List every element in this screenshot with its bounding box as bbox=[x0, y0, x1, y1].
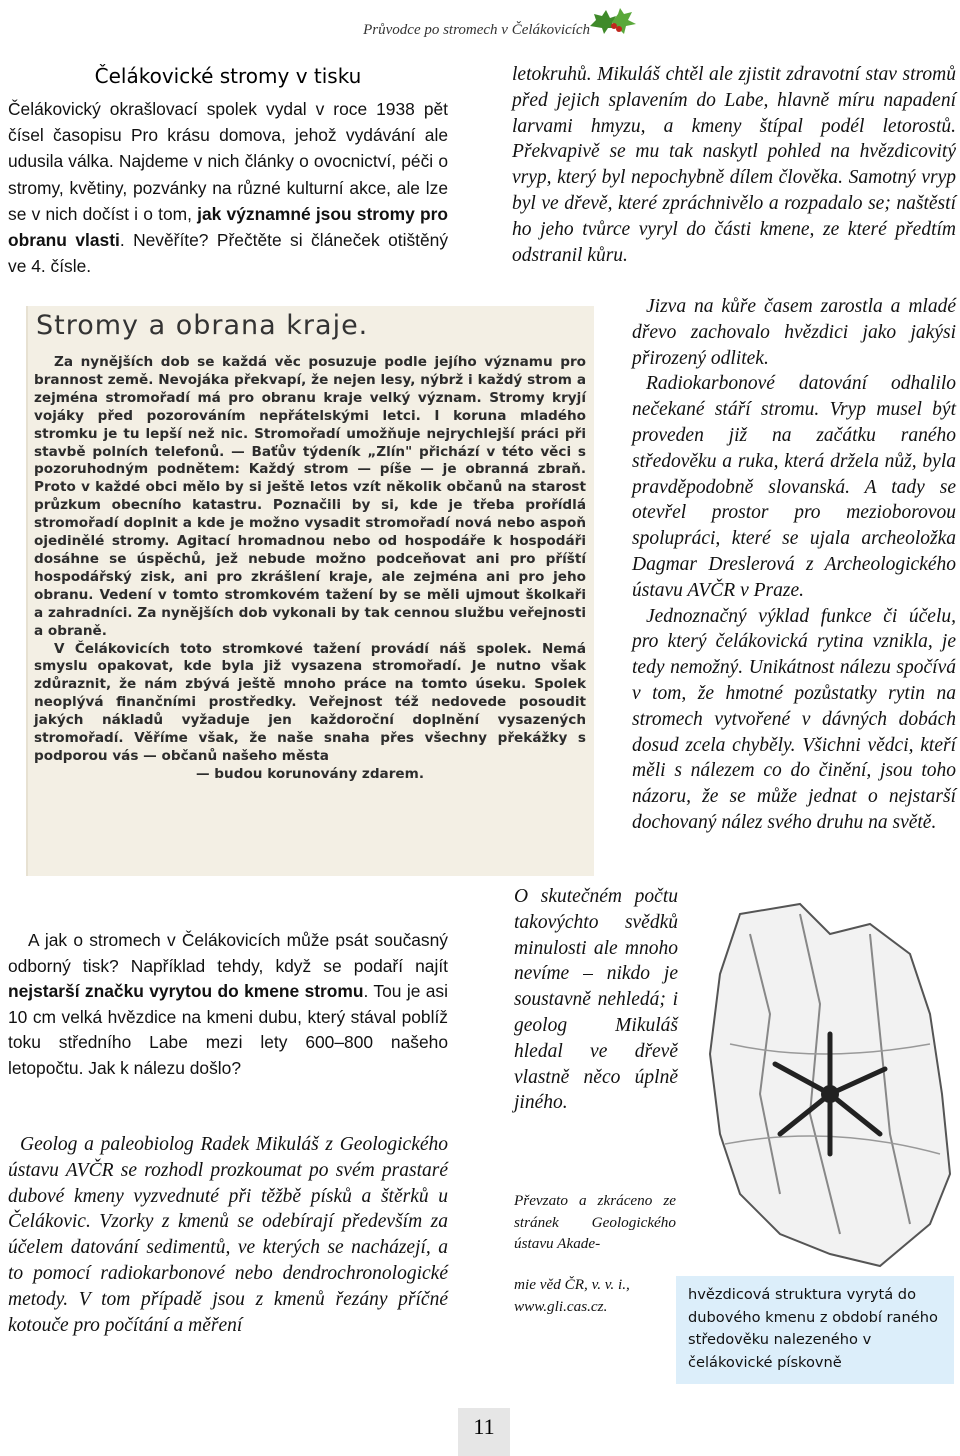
clipping-title: Stromy a obrana kraje. bbox=[36, 310, 369, 341]
intro-paragraph bbox=[8, 96, 448, 279]
section-heading: Čelákovické stromy v tisku bbox=[94, 64, 362, 88]
clipping-closing: — budou korunovány zdarem. bbox=[195, 765, 424, 782]
italic-paragraph-right-mid bbox=[632, 294, 956, 836]
carved-star-photo bbox=[680, 894, 958, 1274]
newspaper-clipping bbox=[26, 306, 594, 876]
clipping-body bbox=[34, 354, 586, 784]
holly-leaf-icon bbox=[586, 4, 638, 40]
body-paragraph bbox=[8, 928, 448, 1082]
body-bold: nejstarší značku vyrytou do kmene stromu bbox=[8, 981, 364, 1002]
running-header: Průvodce po stromech v Čelákovicích bbox=[363, 22, 590, 38]
source-note-continued: mie věd ČR, v. v. i., www.gli.cas.cz. bbox=[514, 1276, 630, 1315]
photo-caption: hvězdicová struktura vyrytá do dubového kmenu z období raného středověku nalezeného v čelákovické pískovně bbox=[676, 1276, 954, 1384]
italic-paragraph-right-low: O skutečném počtu takovýchto svědků minulosti ale mnoho nevíme – nikdo je soustavně nehledá; i geolog Mikuláš hledal ve dřevě vlastně něco úplně jiného. bbox=[514, 886, 678, 1114]
body-text-2: . Tou je asi 10 cm velká hvězdice na kmeni dubu, který stával poblíž toku středního Labe mezi lety 600–800 našeho letopočtu. Jak k nálezu došlo? bbox=[8, 981, 448, 1078]
italic-text-left: Geolog a paleobiolog Radek Mikuláš z Geologického ústavu AVČR se rozhodl prozkoumat po svém prastaré dubové kmeny vyzvednuté při těžbě písků a štěrků u Čelákovic. Vzorky z kmenů se odebírají především za účelem datování sedimentů, ve kterých se nacházejí, a to pomocí radiokarbonové nebo dendrochronologické metody. V tom případě jsou z kmenů řezány příčné kotouče pro počítání a měření bbox=[8, 1134, 448, 1336]
source-note: Převzato a zkráceno ze stránek Geologického ústavu Akade- bbox=[514, 1192, 676, 1252]
clipping-paragraph: Za nynějších dob se každá věc posuzuje podle jejího významu pro brannost země. Nevojáka překvapí, že nejen lesy, nýbrž i každý strom a zejména stromořadí má pro obranu kraje velký význam. Stromy kryjí vojáky před pozorováním nepřátelskými letci. I koruna mladého stromku je tu lepší než nic. Stromořadí umožňuje nejrychlejší práci při stavbě polních telefonů. — Baťův týdeník „Zlín" přichází v této věci s pozoruhodným podnětem: Každý strom — píše — je obranná zbraň. Proto v každé obci mělo by si ještě letos vzít několik občanů na starost průzkum obecního katastru. Poznačili by si, kde je třeba prořídlá stromořadí doplnit a kde je možno vysadit stromořadí nová nebo aspoň ojedinělé stromy. Agitací hromadnou nebo od hospodáře k hospodáři dosáhne se úspěchů, jež nebude možno podceňovat ani pro příští hospodářský zisk, ani pro zkrášlení kraje, ale zejména ani pro jeho obranu. Vedení v tomto stromkovém tažení by se měli ujmout školkaři a zahradníci. Za nynějších dob vykonali by tak cennou službu veřejnosti a obraně. bbox=[34, 354, 586, 639]
right-mid-paragraph: Radiokarbonové datování odhalilo nečekané stáří stromu. Vryp musel být proveden již na začátku raného středověku a ruka, která držela nůž, byla pravděpodobně slovanská. A tady se otevřel prostor pro mezioborovou spolupráci, které se ujala archeoložka Dagmar Dreslerová z Archeologického ústavu AVČR v Praze. bbox=[632, 373, 956, 601]
italic-paragraph-right-top: letokruhů. Mikuláš chtěl ale zjistit zdravotní stav stromů před jejich splavením do Labe, hlavně míru napadení larvami hmyzu, a kmeny štípal podél letorostů. Překvapivě se mu tak naskytl pohled na hvězdicovitý vryp, který byl nepochybně dílem člověka. Samotný vryp byl ve dřevě, které zpráchnivělo a rozpadalo se; naštěstí ho jeho tvůrce vyryl do části kmene, ze které předtím odstranil kůru. bbox=[512, 64, 956, 266]
page-number: 11 bbox=[473, 1414, 495, 1439]
page-number-box bbox=[458, 1408, 510, 1456]
right-mid-paragraph: Jednoznačný výklad funkce či účelu, pro který čelákovická rytina vznikla, je tedy nemožný. Unikátnost nálezu spočívá v tom, že hmotné pozůstatky rytin na stromech vytvořené v dávných dobách dosud zcela chyběly. Všichni vědci, kteří měli s nálezem co do činění, jsou toho názoru, že se může jednat o nejstarší dochovaný nález svého druhu na světě. bbox=[632, 605, 956, 833]
clipping-paragraph: V Čelákovicích toto stromkové tažení provádí náš spolek. Nemá smyslu opakovat, kde byla již vysazena stromořadí. Je nutno však zdůraznit, že nám zbývá ještě mnoho práce na tomto úseku. Spolek neoplývá finančními prostředky. Veřejnost též nedovede posoudit jakých nákladů vyžaduje jen každoroční doplnění vysazených stromořadí. Věříme však, že naše snaha přes všechny překážky s podporou vás — občanů našeho města bbox=[34, 640, 586, 764]
intro-bold: jak významné jsou stromy pro obranu vlasti bbox=[8, 203, 448, 251]
body-text-1: A jak o stromech v Čelákovicích může psát současný odborný tisk? Například tehdy, když se podaří najít bbox=[8, 930, 448, 976]
intro-text-1: Čelákovický okrašlovací spolek vydal v roce 1938 pět čísel časopisu Pro krásu domova, jehož vydávání ale udusila válka. Najdeme v nich články o ovocnictví, péči o stromy, květiny, pozvánky na různé kulturní akce, ale lze se v nich dočíst i o tom, bbox=[8, 99, 448, 224]
intro-text-2: . Nevěříte? Přečtěte si článeček otištěný ve 4. čísle. bbox=[8, 230, 449, 277]
right-mid-paragraph: Jizva na kůře časem zarostla a mladé dřevo zachovalo hvězdici jako jakýsi přirozený odlitek. bbox=[632, 296, 956, 369]
italic-paragraph-left bbox=[8, 1132, 448, 1338]
